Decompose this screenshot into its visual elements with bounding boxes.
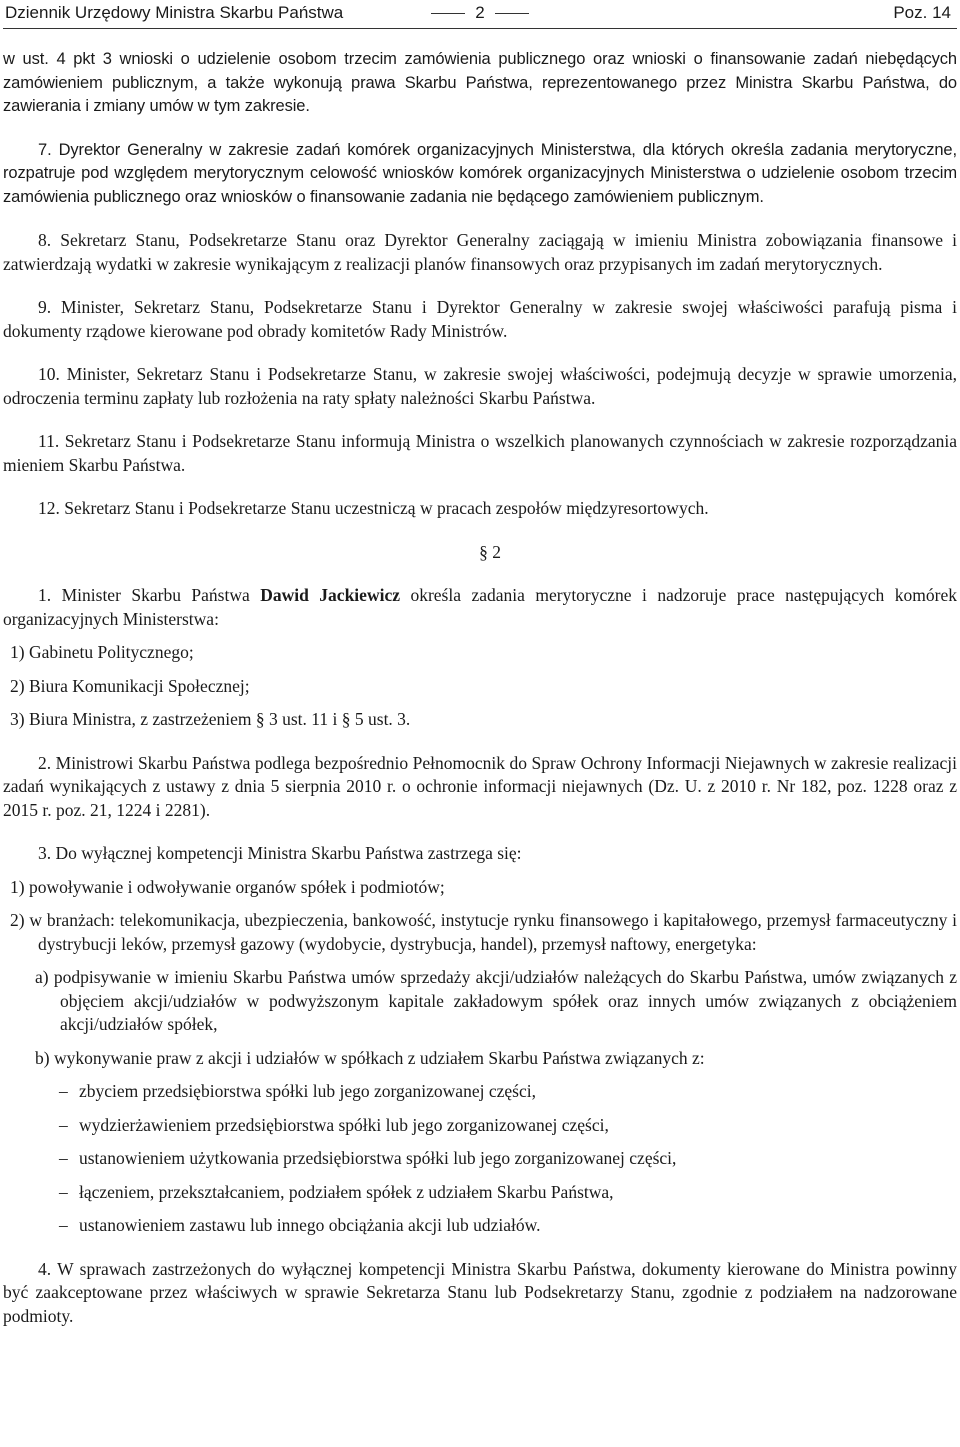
list-item: 3) Biura Ministra, z zastrzeżeniem § 3 ust. 11 i § 5 ust. 3. bbox=[10, 709, 411, 729]
dash-left bbox=[431, 13, 465, 14]
dash-list-item bbox=[3, 1147, 957, 1171]
dash-list-item bbox=[3, 1214, 957, 1238]
minister-name: Dawid Jackiewicz bbox=[260, 585, 400, 605]
section-2-point-2: 2. Ministrowi Skarbu Państwa podlega bezpośrednio Pełnomocnik do Spraw Ochrony Informacji Niejawnych w zakresie realizacji zadań wynikających z ustawy z dnia 5 sierpnia 2010 r. o ochronie informacji niejawnych (Dz. U. z 2010 r. Nr 182, poz. 1228 oraz z 2015 r. poz. 21, 1224 i 2281). bbox=[3, 752, 957, 820]
paragraph-11: 11. Sekretarz Stanu i Podsekretarze Stanu informują Ministra o wszelkich planowanych czynnościach w zakresie rozporządzania mieniem Skarbu Państwa. bbox=[3, 431, 957, 475]
dash-mark: – bbox=[59, 1114, 68, 1135]
list-item: 2) Biura Komunikacji Społecznej; bbox=[10, 675, 250, 696]
list-item: 1) Gabinetu Politycznego; bbox=[10, 642, 194, 662]
paragraph-continuation: w ust. 4 pkt 3 wnioski o udzielenie osobom trzecim zamówienia publicznego oraz wnioski o finansowanie zadań niebędących zamówieniem publicznym, a także wykonują prawa Skarbu Państwa, reprezentowanego przez Ministra Skarbu Państwa, do zawierania i zmiany umów w tym zakresie. bbox=[3, 50, 957, 115]
paragraph-7: 7. Dyrektor Generalny w zakresie zadań komórek organizacyjnych Ministerstwa, dla których określa zadania merytoryczne, rozpatruje pod względem merytorycznym celowość wniosków komórek organizacyjnych Ministerstwa o udzielenie osobom trzecim zamówienia publicznego oraz wniosków o finansowanie zadania nie będącego zamówieniem publicznym. bbox=[3, 140, 957, 206]
paragraph-8: 8. Sekretarz Stanu, Podsekretarze Stanu oraz Dyrektor Generalny zaciągają w imieniu Ministra zobowiązania finansowe i zatwierdzają wydatki w zakresie wynikającym z realizacji planów finansowych oraz przypisanych im zadań merytorycznych. bbox=[3, 230, 957, 274]
dash-item-text: ustanowieniem użytkowania przedsiębiorstwa spółki lub jego zorganizowanej części, bbox=[79, 1148, 677, 1168]
document-body bbox=[3, 48, 957, 1328]
journal-title: Dziennik Urzędowy Ministra Skarbu Państwa bbox=[5, 3, 344, 22]
dash-right bbox=[495, 13, 529, 14]
section-2-point-1 bbox=[3, 584, 957, 631]
dash-item-text: zbyciem przedsiębiorstwa spółki lub jego zorganizowanej części, bbox=[79, 1081, 536, 1101]
paragraph-12: 12. Sekretarz Stanu i Podsekretarze Stanu uczestniczą w pracach zespołów międzyresortowych. bbox=[38, 498, 709, 518]
paragraph-10: 10. Minister, Sekretarz Stanu i Podsekretarze Stanu, w zakresie swojej właściwości, podejmują decyzje w sprawie umorzenia, odroczenia terminu zapłaty lub rozłożenia na raty spłaty należności Skarbu Państwa. bbox=[3, 364, 957, 408]
dash-mark: – bbox=[59, 1181, 68, 1202]
dash-item-text: łączeniem, przekształcaniem, podziałem spółek z udziałem Skarbu Państwa, bbox=[79, 1181, 614, 1202]
paragraph-9: 9. Minister, Sekretarz Stanu, Podsekretarze Stanu i Dyrektor Generalny w zakresie swojej właściwości parafują pisma i dokumenty rządowe kierowane pod obrady komitetów Rady Ministrów. bbox=[3, 297, 957, 341]
dash-mark: – bbox=[59, 1081, 68, 1101]
dash-list-item bbox=[3, 1181, 957, 1205]
list-item: b) wykonywanie praw z akcji i udziałów w spółkach z udziałem Skarbu Państwa związanych z: bbox=[35, 1047, 705, 1068]
dash-item-text: ustanowieniem zastawu lub innego obciążania akcji lub udziałów. bbox=[79, 1215, 541, 1235]
dash-mark: – bbox=[59, 1215, 68, 1235]
section-2-point-4: 4. W sprawach zastrzeżonych do wyłącznej kompetencji Ministra Skarbu Państwa, dokumenty kierowane do Ministra powinny być zaakceptowane przez właściwych w sprawie Sekretarza Stanu lub Podsekretarzy Stanu, zgodnie z podziałem na nadzorowane podmioty. bbox=[3, 1258, 957, 1326]
section-mark: § 2 bbox=[479, 541, 501, 562]
dash-list-item bbox=[3, 1114, 957, 1138]
section-2-point-3: 3. Do wyłącznej kompetencji Ministra Skarbu Państwa zastrzega się: bbox=[38, 843, 522, 863]
page-number-block bbox=[3, 0, 957, 26]
list-item: a) podpisywanie w imieniu Skarbu Państwa umów sprzedaży akcji/udziałów należących do Skarbu Państwa, umów związanych z objęciem akcji/udziałów w podwyższonym kapitale zakładowym spółek oraz innych umów związanych z obciążeniem akcji/udziałów spółek, bbox=[35, 967, 957, 1034]
list-item: 2) w branżach: telekomunikacja, ubezpieczenia, bankowość, instytucje rynku finansowego i kapitałowego, przemysł farmaceutyczny i dystrybucji leków, przemysł gazowy (wydobycie, dystrybucja, handel), przemysł naftowy, energetyka: bbox=[10, 910, 957, 954]
running-header bbox=[3, 0, 957, 29]
point-1-suffix: określa zadania merytoryczne i nadzoruje prace następujących komórek organizacyjnych Ministerstwa: bbox=[3, 585, 957, 629]
page-number: 2 bbox=[475, 3, 485, 22]
list-item: 1) powoływanie i odwoływanie organów spółek i podmiotów; bbox=[10, 876, 445, 897]
dash-list-item bbox=[3, 1080, 957, 1104]
position-number: Poz. 14 bbox=[893, 3, 951, 22]
dash-item-text: wydzierżawieniem przedsiębiorstwa spółki lub jego zorganizowanej części, bbox=[79, 1114, 609, 1135]
dash-mark: – bbox=[59, 1148, 68, 1168]
point-1-prefix: 1. Minister Skarbu Państwa bbox=[38, 585, 261, 605]
